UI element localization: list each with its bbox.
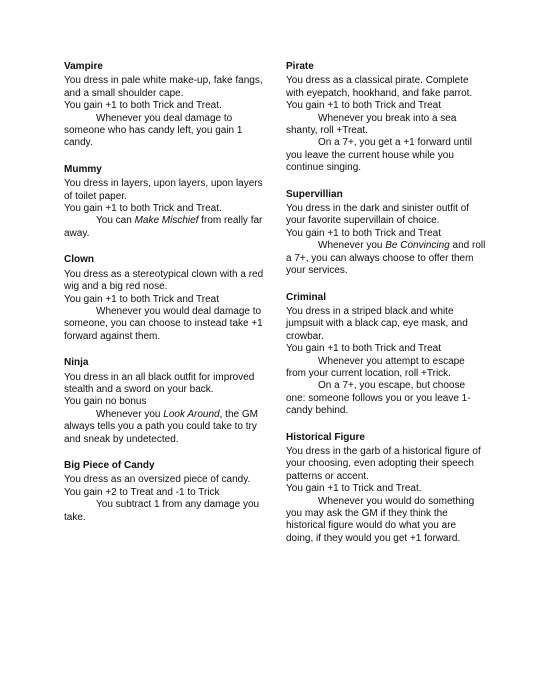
move-text-lead: You can [96, 215, 135, 227]
costume-description: You gain +1 to Trick and Treat. [286, 483, 422, 495]
move-name: Look Around [163, 408, 220, 420]
costume-description: You gain +1 to both Trick and Treat. [64, 203, 222, 215]
move-name: Make Mischief [134, 215, 199, 227]
costume-move-text: Whenever you attempt to escape from your current location, roll +Trick. [286, 355, 465, 379]
costume-move-text: On a 7+, you get a +1 forward until you leave the current house while you continue singing. [286, 137, 472, 174]
costume-description: You dress as a stereotypical clown with a red wig and a big red nose. [64, 268, 264, 293]
costume-title: Big Piece of Candy [64, 459, 155, 471]
costume-title: Mummy [64, 163, 102, 175]
costume-description: You gain +1 to both Trick and Treat. [64, 100, 222, 112]
move-text-tail: from really far away. [64, 215, 263, 239]
costume-description: You gain +1 to both Trick and Treat [286, 343, 442, 355]
costume-move-text: Whenever you deal damage to someone who has candy left, you gain 1 candy. [64, 112, 243, 149]
costume-description: You gain +1 to both Trick and Treat [64, 293, 220, 305]
costume-entry-vampire [64, 61, 264, 150]
costume-description: You gain +1 to both Trick and Treat [286, 227, 442, 239]
costume-entry-supervillian [286, 189, 486, 278]
costume-title: Historical Figure [286, 431, 365, 443]
costume-description: You dress in the garb of a historical figure of your choosing, even adopting their speech patterns or accent. [286, 445, 481, 482]
costume-title: Criminal [286, 291, 327, 303]
costume-move-text: Whenever you would deal damage to someone, you can choose to instead take +1 forward against them. [64, 305, 263, 342]
costume-entry-mummy [64, 164, 264, 240]
costume-description: You dress in a striped black and white jumpsuit with a black cap, eye mask, and crowbar. [286, 305, 468, 342]
left-column [64, 61, 264, 538]
costume-move-text: On a 7+, you escape, but choose one: someone follows you or you leave 1-candy behind. [286, 380, 471, 417]
right-column [286, 61, 486, 559]
costume-entry-pirate [286, 61, 486, 175]
costume-description: You dress in layers, upon layers, upon layers of toilet paper. [64, 178, 263, 202]
move-text-tail: and roll a 7+, you can always choose to offer them your services. [286, 240, 486, 277]
costume-title: Vampire [64, 61, 103, 72]
costume-move-text: Whenever you would do something you may ask the GM if they think the historical figure would do what you are doing, if they would you get +1 forward. [286, 495, 475, 544]
costume-move-text [64, 409, 264, 446]
move-text-lead: Whenever you [318, 240, 386, 252]
costume-description: You gain no bonus [64, 396, 147, 408]
move-name: Be Convincing [385, 240, 450, 252]
costume-description: You dress in an all black outfit for improved stealth and a sword on your back. [64, 371, 255, 395]
costume-move-text [64, 215, 264, 240]
costume-title: Clown [64, 254, 94, 266]
costume-description: You gain +2 to Treat and -1 to Trick [64, 486, 220, 498]
move-text-tail: , the GM always tells you a path you could take to try and sneak by undetected. [64, 408, 258, 445]
costume-entry-criminal [286, 292, 486, 418]
costume-title: Supervillian [286, 188, 343, 200]
costume-title: Ninja [64, 357, 89, 369]
costume-description: You dress in the dark and sinister outfit of your favorite supervillain of choice. [286, 203, 470, 227]
costume-entry-clown [64, 254, 264, 343]
costume-description: You dress as a classical pirate. Complete with eyepatch, hookhand, and fake parrot. [286, 75, 473, 99]
costume-description: You dress in pale white make-up, fake fangs, and a small shoulder cape. [64, 75, 263, 99]
costume-move-text: Whenever you break into a sea shanty, roll +Treat. [286, 112, 457, 137]
costume-move-text: You subtract 1 from any damage you take. [64, 499, 260, 523]
costume-description: You dress as an oversized piece of candy. [64, 474, 251, 486]
costume-entry-ninja [64, 357, 264, 446]
costume-move-text [286, 240, 486, 277]
costume-description: You gain +1 to both Trick and Treat [286, 100, 442, 112]
costume-title: Pirate [286, 61, 314, 72]
move-text-lead: Whenever you [96, 408, 164, 420]
costume-entry-big-piece-of-candy [64, 460, 264, 524]
costume-entry-historical-figure [286, 432, 486, 546]
